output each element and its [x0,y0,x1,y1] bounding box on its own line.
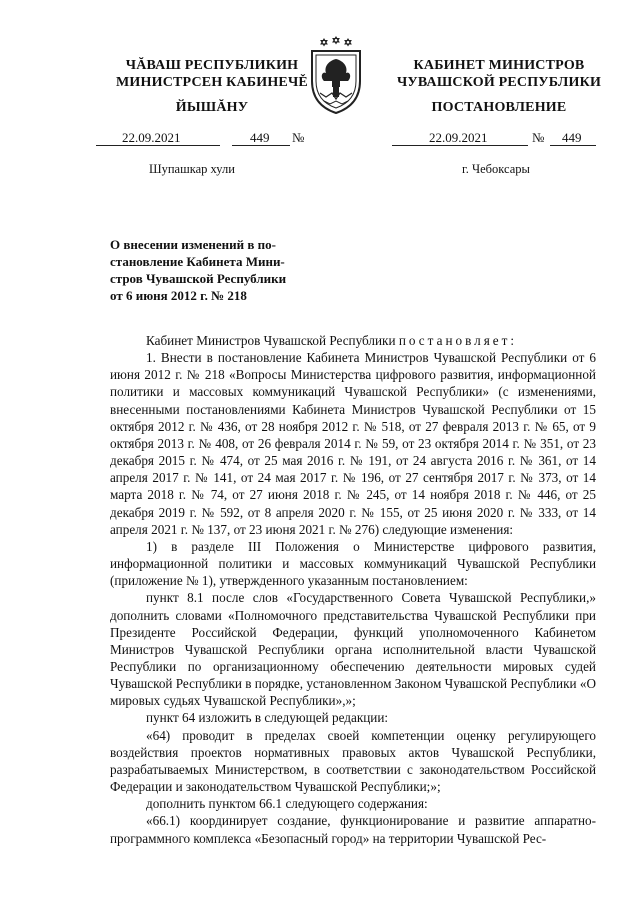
right-city: г. Чебоксары [462,162,530,176]
header-left-doc-type: ЙЫШĂНУ [175,100,249,115]
header-left-org [92,57,332,91]
preamble-resolves: постановляет: [398,333,518,348]
subject-line-2: становление Кабинета Мини- [110,254,285,269]
header-right-org [368,57,630,91]
left-city: Шупашкар хули [149,162,235,176]
document-body [110,332,596,847]
left-number: 449 [250,130,270,145]
subject-line-3: стров Чувашской Республики [110,271,287,286]
paragraph-7: «66.1) координирует создание, функционирование и развитие аппаратно-программного комплекса «Безопасный город» на территории Чувашской Рес- [110,813,596,846]
subject-line-4: от 6 июня 2012 г. № 218 [110,288,247,303]
header-right-doc-type: ПОСТАНОВЛЕНИЕ [431,100,567,115]
header-right-line2: ЧУВАШСКОЙ РЕСПУБЛИКИ [396,75,602,90]
header-left-line2: МИНИСТРСЕН КАБИНЕЧĚ [116,75,308,90]
preamble-text: Кабинет Министров Чувашской Республики [146,333,399,348]
paragraph-5: «64) проводит в пределах своей компетенции оценку регулирующего воздействия проектов нормативных правовых актов Чувашской Республики, разрабатываемых Министерством, в соответствии с законодательством Российской Федерации и законодательством Чувашской Республики;»; [110,727,596,795]
right-number-sign: № [532,130,545,145]
left-number-sign: № [292,130,305,145]
paragraph-1: 1. Внести в постановление Кабинета Министров Чувашской Республики от 6 июня 2012 г. № 218 «Вопросы Министерства цифрового развития, информационной политики и массовых коммуникаций Чувашской Республики» (с изменениями, внесенными постановлениями Кабинета Министров Чувашской Республики от 15 октября 2012 г. № 436, от 28 ноября 2012 г. № 518, от 27 февраля 2013 г. № 65, от 9 октября 2013 г. № 408, от 26 февраля 2014 г. № 59, от 23 октября 2014 г. № 351, от 23 декабря 2015 г. № 474, от 25 мая 2016 г. № 191, от 24 августа 2016 г. № 361, от 14 апреля 2017 г. № 141, от 24 мая 2017 г. № 196, от 27 сентября 2017 г. № 373, от 14 марта 2018 г. № 74, от 27 июня 2018 г. № 245, от 14 ноября 2018 г. № 446, от 25 декабря 2019 г. № 592, от 8 апреля 2020 г. № 155, от 25 июня 2020 г. № 333, от 14 апреля 2021 г. № 137, от 23 июня 2021 г. № 276) следующие изменения: [110,350,596,537]
paragraph-3: пункт 8.1 после слов «Государственного Совета Чувашской Республики,» дополнить словами «Полномочного представительства Чувашской Республики при Президенте Российской Федерации, функций уполномоченного Кабинетом Министров Чувашской Республики органа исполнительной власти Чувашской Республики по организационному обеспечению деятельности мировых судей Чувашской Республики в порядке, установленном Законом Чувашской Республики «О мировых судьях Чувашской Республики»,»; [110,590,596,709]
header-left-line1: ЧĂВАШ РЕСПУБЛИКИН [125,58,299,73]
coat-of-arms-icon [304,35,368,117]
left-date: 22.09.2021 [122,130,181,145]
paragraph-preamble [110,332,596,349]
subject-line-1: О внесении изменений в по- [110,237,276,252]
header-right-line1: КАБИНЕТ МИНИСТРОВ [413,58,585,73]
document-subject [110,236,306,304]
right-date: 22.09.2021 [429,130,488,145]
paragraph-4: пункт 64 изложить в следующей редакции: [146,710,389,726]
paragraph-6: дополнить пунктом 66.1 следующего содержания: [146,796,428,812]
paragraph-2: 1) в разделе III Положения о Министерстве цифрового развития, информационной политики и массовых коммуникаций Чувашской Республики (приложение № 1), утвержденного указанным постановлением: [110,538,596,589]
right-number: 449 [562,130,582,145]
